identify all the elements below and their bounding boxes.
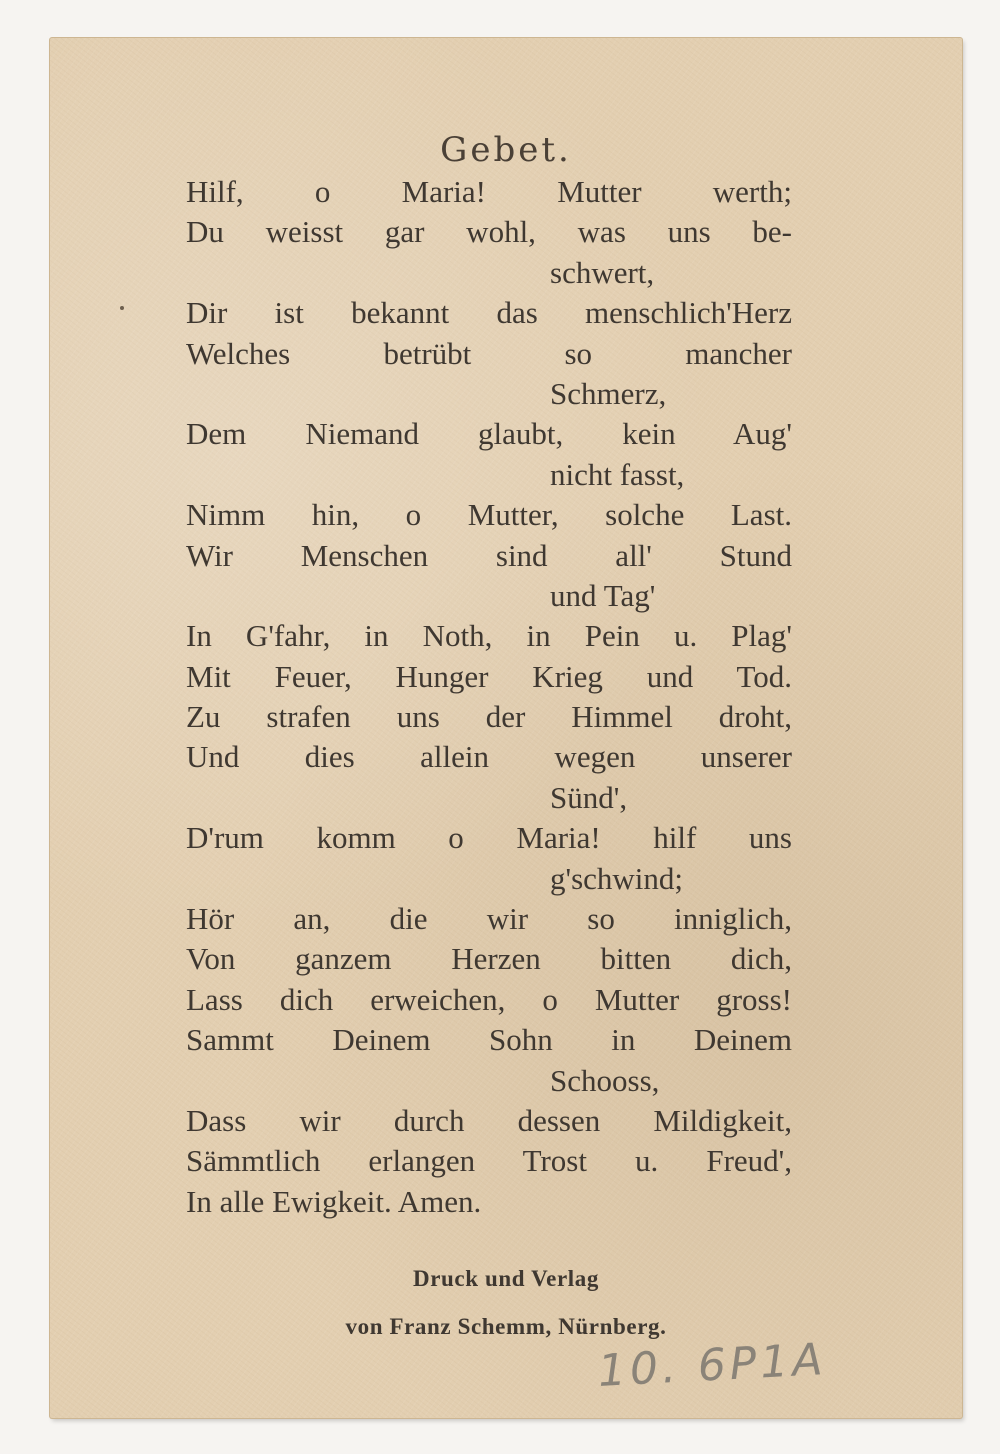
verse-line: Von ganzem Herzen bitten dich,	[186, 941, 792, 977]
verse-line: Lass dich erweichen, o Mutter gross!	[186, 981, 792, 1017]
verse-line: Dem Niemand glaubt, kein Aug'	[186, 416, 792, 452]
verse-line: Und dies allein wegen unserer	[186, 739, 792, 775]
verse-line-continuation: nicht fasst,	[550, 456, 685, 492]
verse-line: Wir Menschen sind all' Stund	[186, 537, 792, 573]
verse-line: In alle Ewigkeit. Amen.	[186, 1183, 482, 1219]
verse-line: Hör an, die wir so inniglich,	[186, 901, 792, 937]
verse-line: Dass wir durch dessen Mildigkeit,	[186, 1102, 792, 1138]
verse-line: Sämmtlich erlangen Trost u. Freud',	[186, 1143, 792, 1179]
pencil-inventory-note: 10. 6P1A	[596, 1334, 828, 1397]
verse-line-continuation: schwert,	[550, 254, 655, 290]
verse-line: Du weisst gar wohl, was uns be-	[186, 214, 792, 250]
ink-speck	[120, 306, 124, 310]
verse-line-continuation: Sünd',	[550, 779, 628, 815]
verse-line-continuation: Schooss,	[550, 1062, 660, 1098]
verse-line: Mit Feuer, Hunger Krieg und Tod.	[186, 658, 792, 694]
prayer-title: Gebet.	[440, 130, 572, 170]
imprint-location: von Franz Schemm, Nürnberg.	[345, 1314, 667, 1339]
prayer-text	[186, 172, 792, 1222]
verse-line: Sammt Deinem Sohn in Deinem	[186, 1022, 792, 1058]
verse-line: Dir ist bekannt das menschlich'Herz	[186, 295, 792, 331]
verse-line: D'rum komm o Maria! hilf uns	[186, 820, 792, 856]
verse-line-continuation: g'schwind;	[550, 860, 684, 896]
verse-line-continuation: Schmerz,	[550, 375, 667, 411]
imprint-publisher: Druck und Verlag	[413, 1266, 599, 1291]
verse-line: Welches betrübt so mancher	[186, 335, 792, 371]
verse-line: In G'fahr, in Noth, in Pein u. Plag'	[186, 618, 792, 654]
prayer-card	[50, 38, 962, 1418]
verse-line-continuation: und Tag'	[550, 577, 656, 613]
verse-line: Hilf, o Maria! Mutter werth;	[186, 174, 792, 209]
verse-line: Zu strafen uns der Himmel droht,	[186, 699, 792, 735]
verse-line: Nimm hin, o Mutter, solche Last.	[186, 497, 792, 533]
